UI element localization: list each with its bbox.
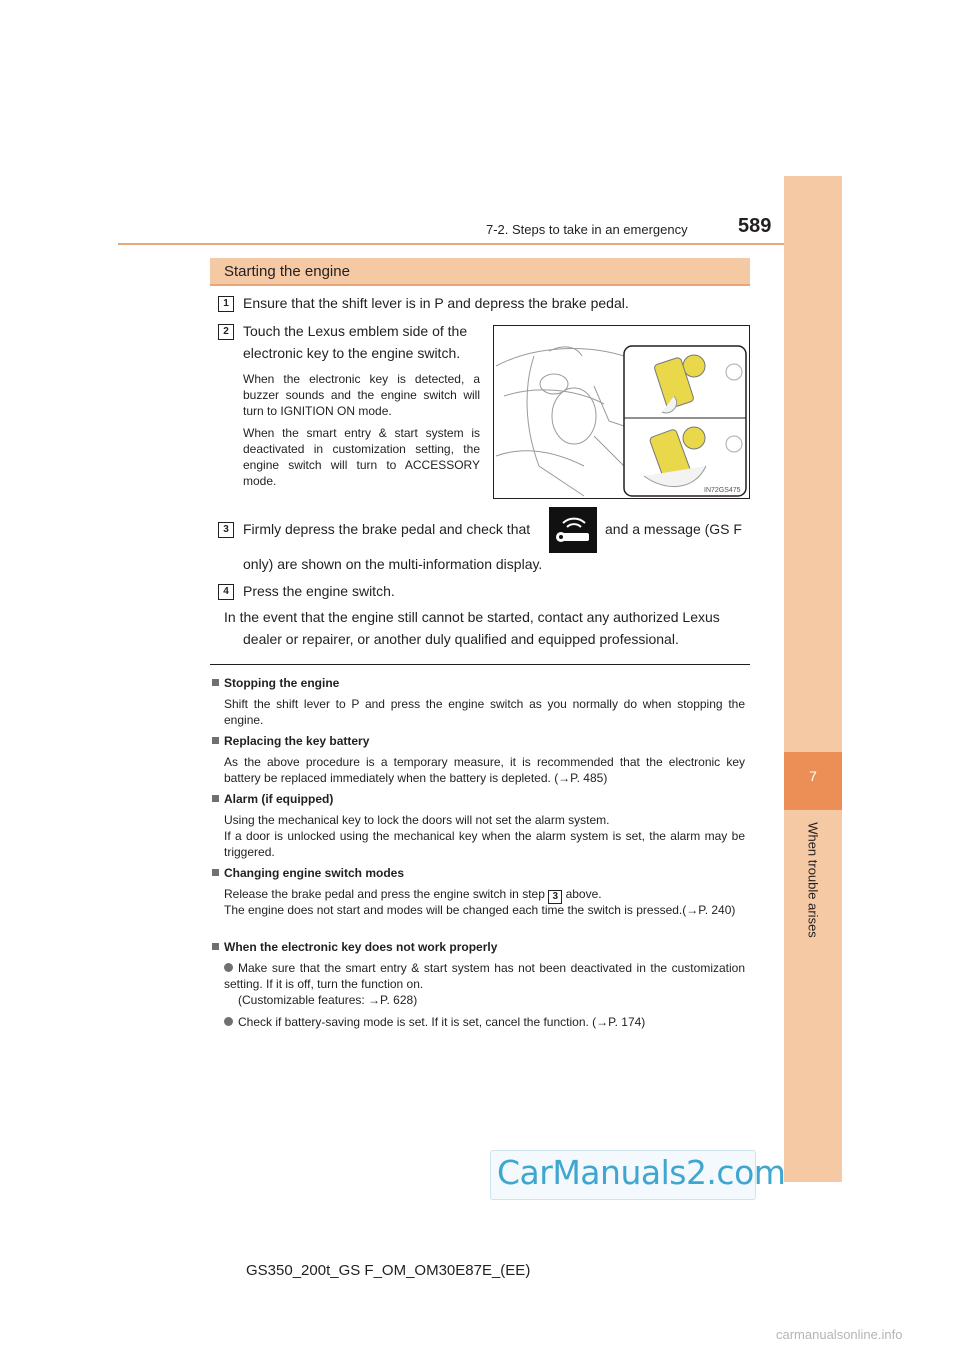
closing-line-2: dealer or repairer, or another duly qualified and equipped professional. — [243, 631, 679, 647]
closing-line-1: In the event that the engine still cannot be started, contact any authorized Lexus — [224, 609, 720, 625]
step-4-text: Press the engine switch. — [243, 583, 395, 599]
round-bullet-icon — [224, 963, 233, 972]
section-title: Starting the engine — [224, 263, 350, 280]
step-3-text-after: and a message (GS F — [605, 521, 742, 537]
note-stopping-engine-body: Shift the shift lever to P and press the engine switch as you normally do when stopping the engine. — [224, 697, 745, 727]
illustration-code: IN72GS475 — [704, 487, 741, 494]
step-2-note-2: When the smart entry & start system is deactivated in customization setting, the engine switch will turn to ACCESSORY mode. — [243, 426, 480, 488]
footer-document-code: GS350_200t_GS F_OM_OM30E87E_(EE) — [246, 1262, 531, 1279]
note-alarm-body-1: Using the mechanical key to lock the doors will not set the alarm system. — [224, 813, 610, 827]
step-2-badge: 2 — [218, 324, 234, 340]
round-bullet-icon — [224, 1017, 233, 1026]
note-key-battery-head: Replacing the key battery — [212, 734, 369, 748]
square-bullet-icon — [212, 869, 219, 876]
note-switch-modes-head: Changing engine switch modes — [212, 866, 404, 880]
note-switch-modes-body-1: Release the brake pedal and press the engine switch in step 3 above. — [224, 887, 602, 902]
watermark-bottom: carmanualsonline.info — [776, 1327, 903, 1342]
note-stopping-engine-head: Stopping the engine — [212, 676, 339, 690]
note-key-not-working-bullet-2: Check if battery-saving mode is set. If it is set, cancel the function. (→P. 174) — [224, 1014, 745, 1030]
note-key-not-working-bullet-1: Make sure that the smart entry & start system has not been deactivated in the customization setting. If it is off, turn the function on. — [224, 961, 745, 991]
step-3-text-before: Firmly depress the brake pedal and check that — [243, 521, 531, 537]
page-number: 589 — [738, 215, 772, 237]
note-alarm-head: Alarm (if equipped) — [212, 792, 333, 806]
step-ref-badge: 3 — [548, 890, 562, 904]
header-section-title: 7-2. Steps to take in an emergency — [486, 222, 688, 237]
square-bullet-icon — [212, 737, 219, 744]
step-2-text-line1: Touch the Lexus emblem side of the — [243, 323, 468, 339]
engine-start-illustration — [493, 325, 750, 499]
section-divider — [210, 664, 750, 665]
note-switch-modes-body-2: The engine does not start and modes will be changed each time the switch is pressed.(→P. 240) — [224, 903, 736, 917]
note-alarm-body-2: If a door is unlocked using the mechanical key when the alarm system is set, the alarm may be triggered. — [224, 829, 745, 859]
step-3-text-line2: only) are shown on the multi-information display. — [243, 556, 543, 572]
step-3-badge: 3 — [218, 522, 234, 538]
key-indicator-icon — [549, 507, 597, 553]
chapter-title: When trouble arises — [805, 822, 821, 938]
step-2-note-1: When the electronic key is detected, a buzzer sounds and the engine switch will turn to IGNITION ON mode. — [243, 372, 480, 418]
note-key-not-working-bullet-1b: (Customizable features: →P. 628) — [238, 993, 418, 1007]
square-bullet-icon — [212, 943, 219, 950]
chapter-side-bar — [784, 176, 842, 1182]
square-bullet-icon — [212, 795, 219, 802]
note-key-not-working-head: When the electronic key does not work properly — [212, 940, 497, 954]
step-2-text-line2: electronic key to the engine switch. — [243, 345, 461, 361]
note-key-battery-body: As the above procedure is a temporary measure, it is recommended that the electronic key battery be replaced immediately when the battery is depleted. (→P. 485) — [224, 755, 745, 785]
chapter-number: 7 — [809, 768, 817, 784]
step-1-text: Ensure that the shift lever is in P and depress the brake pedal. — [243, 295, 629, 311]
step-1-badge: 1 — [218, 296, 234, 312]
step-4-badge: 4 — [218, 584, 234, 600]
illustration-drawing — [494, 326, 750, 499]
key-indicator-glyph — [549, 507, 597, 553]
watermark-main: CarManuals2.com — [497, 1153, 786, 1192]
square-bullet-icon — [212, 679, 219, 686]
header-rule — [118, 243, 840, 245]
